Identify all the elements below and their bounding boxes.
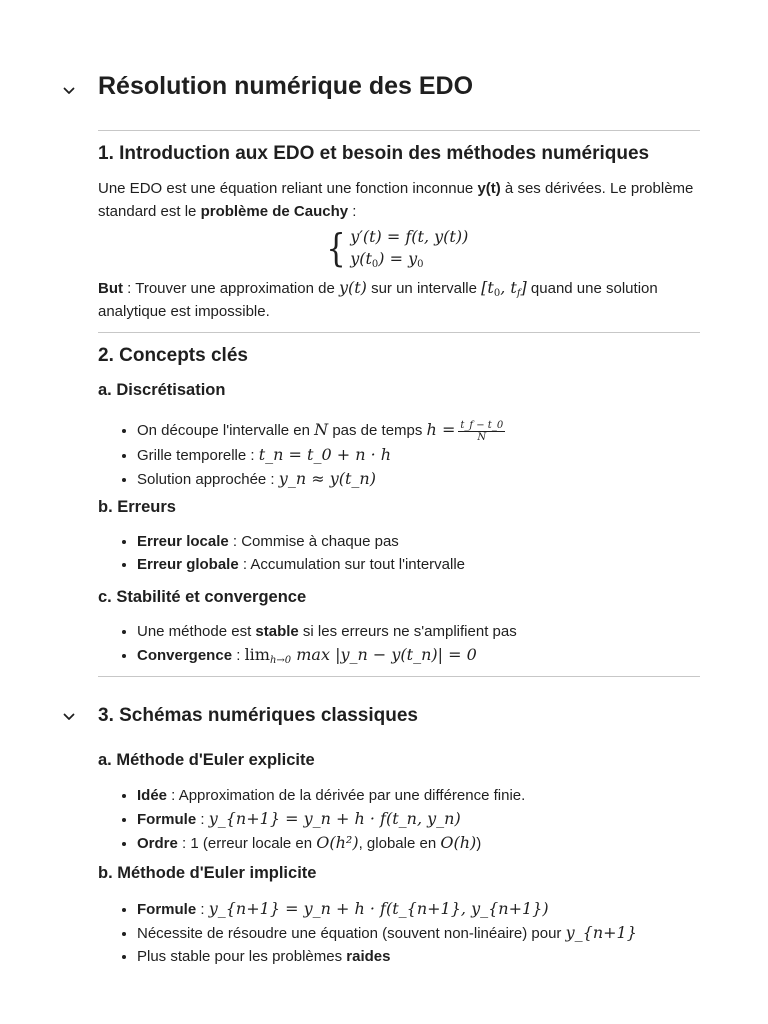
section-2-heading: 2. Concepts clés xyxy=(98,345,248,366)
list-item xyxy=(137,807,697,831)
math-inline: t_n = t_0 + n · h xyxy=(258,444,392,464)
math-sub: 0 xyxy=(371,259,379,270)
text-run: quand une solution analytique est impossible. xyxy=(98,280,658,320)
bold-text: Ordre xyxy=(137,835,178,852)
text-run: : Approximation de la dérivée par une différence finie. xyxy=(167,787,526,804)
bold-text: Erreur locale xyxy=(137,533,229,550)
cauchy-system-equation xyxy=(324,224,468,272)
math-run: lim xyxy=(244,645,270,664)
section-3-heading: 3. Schémas numériques classiques xyxy=(98,705,418,726)
section-1-goal-paragraph xyxy=(98,276,698,323)
math-inline: y_{n+1} = y_n + h · f(t_{n+1}, y_{n+1}) xyxy=(208,899,549,918)
brace-glyph: { xyxy=(326,226,346,270)
cauchy-equation-2 xyxy=(350,248,468,270)
text-run: Plus stable pour les problèmes xyxy=(137,948,347,965)
list-item xyxy=(137,897,697,921)
bold-text: Convergence xyxy=(137,647,233,664)
math-inline: N xyxy=(314,420,329,439)
bold-text: Formule xyxy=(137,901,197,918)
math-sub: 0 xyxy=(417,259,424,270)
list-item xyxy=(137,553,697,576)
collapse-chevron-icon[interactable] xyxy=(60,82,78,100)
bold-text: But xyxy=(98,280,123,297)
divider xyxy=(98,676,700,677)
text-run: sur un intervalle xyxy=(366,280,482,297)
math-sub: 0 xyxy=(493,288,501,299)
math-run: [t xyxy=(481,278,494,297)
math-inline: O(h²) xyxy=(316,833,359,852)
section-3b-heading: b. Méthode d'Euler implicite xyxy=(98,864,317,882)
text-run: Solution approchée : xyxy=(137,470,279,488)
fraction xyxy=(458,420,505,443)
bold-text: Formule xyxy=(137,811,197,828)
bold-text: problème de Cauchy xyxy=(200,203,349,220)
erreurs-list xyxy=(120,530,697,576)
list-item xyxy=(137,945,697,968)
math-run: , t xyxy=(500,278,517,297)
text-run: Grille temporelle : xyxy=(137,446,259,464)
text-run: : xyxy=(232,647,245,664)
text-run: Une EDO est une équation reliant une fonction inconnue xyxy=(98,180,478,197)
text-run: On découpe l'intervalle en xyxy=(137,422,315,439)
fraction-denominator: N xyxy=(477,431,487,443)
math-inline: y_{n+1} xyxy=(565,923,637,942)
math-sub: h→0 xyxy=(269,655,292,666)
section-3a-heading: a. Méthode d'Euler explicite xyxy=(98,751,315,769)
math-inline: y_{n+1} = y_n + h · f(t_n, y_n) xyxy=(208,809,461,828)
list-item xyxy=(137,467,697,491)
math-inline: h = xyxy=(426,420,456,439)
cauchy-equation-1: y′(t) = f(t, y(t)) xyxy=(350,227,469,246)
math-inline xyxy=(245,645,477,664)
text-run: : Trouver une approximation de xyxy=(123,280,339,297)
math-run: y(t xyxy=(350,249,372,268)
list-item xyxy=(137,530,697,553)
list-item xyxy=(137,784,697,807)
math-inline: O(h) xyxy=(440,833,477,852)
list-item xyxy=(137,620,697,643)
bold-text: Erreur globale xyxy=(137,556,239,573)
math-run: max |y_n − y(t_n)| = 0 xyxy=(291,645,477,664)
text-run: : xyxy=(196,811,209,828)
section-2b-heading: b. Erreurs xyxy=(98,498,176,516)
list-item xyxy=(137,643,697,672)
list-item xyxy=(137,831,697,855)
list-item xyxy=(137,921,697,945)
list-item xyxy=(137,418,697,443)
bold-text: y(t) xyxy=(477,180,501,197)
fraction-numerator: t_f − t_0 xyxy=(460,419,504,431)
text-run: : Commise à chaque pas xyxy=(228,533,399,550)
text-run: , globale en xyxy=(358,835,441,852)
bold-text: raides xyxy=(346,948,391,965)
section-1-heading: 1. Introduction aux EDO et besoin des méthodes numériques xyxy=(98,143,650,164)
math-inline xyxy=(481,278,527,297)
text-run: Une méthode est xyxy=(137,623,256,640)
euler-explicite-list xyxy=(120,784,697,855)
section-1-intro-paragraph xyxy=(98,177,698,223)
math-run: ) = y xyxy=(378,249,418,268)
discretisation-list xyxy=(120,418,697,491)
text-run: pas de temps xyxy=(328,422,427,439)
math-inline: y_n ≈ y(t_n) xyxy=(278,468,376,488)
euler-implicite-list xyxy=(120,897,697,968)
text-run: ) xyxy=(476,835,482,852)
text-run: : xyxy=(348,203,357,220)
divider xyxy=(98,332,700,333)
section-2c-heading: c. Stabilité et convergence xyxy=(98,588,307,606)
math-run: ] xyxy=(520,278,527,297)
collapse-chevron-icon[interactable] xyxy=(60,708,78,726)
section-2a-heading: a. Discrétisation xyxy=(98,381,226,399)
divider xyxy=(98,130,700,131)
text-run: à ses dérivées. Le problème standard est le xyxy=(98,180,694,220)
page-title: Résolution numérique des EDO xyxy=(98,72,474,100)
math-inline: y(t) xyxy=(338,278,367,297)
text-run: : 1 (erreur locale en xyxy=(177,835,317,852)
bold-text: stable xyxy=(255,623,299,640)
math-sub: f xyxy=(516,288,521,299)
text-run: si les erreurs ne s'amplifient pas xyxy=(298,623,517,640)
text-run: : Accumulation sur tout l'intervalle xyxy=(238,556,466,573)
text-run: : xyxy=(196,901,209,918)
stabilite-list xyxy=(120,620,697,672)
bold-text: Idée xyxy=(137,787,168,804)
text-run: Nécessite de résoudre une équation (souvent non-linéaire) pour xyxy=(137,925,566,942)
list-item xyxy=(137,443,697,467)
